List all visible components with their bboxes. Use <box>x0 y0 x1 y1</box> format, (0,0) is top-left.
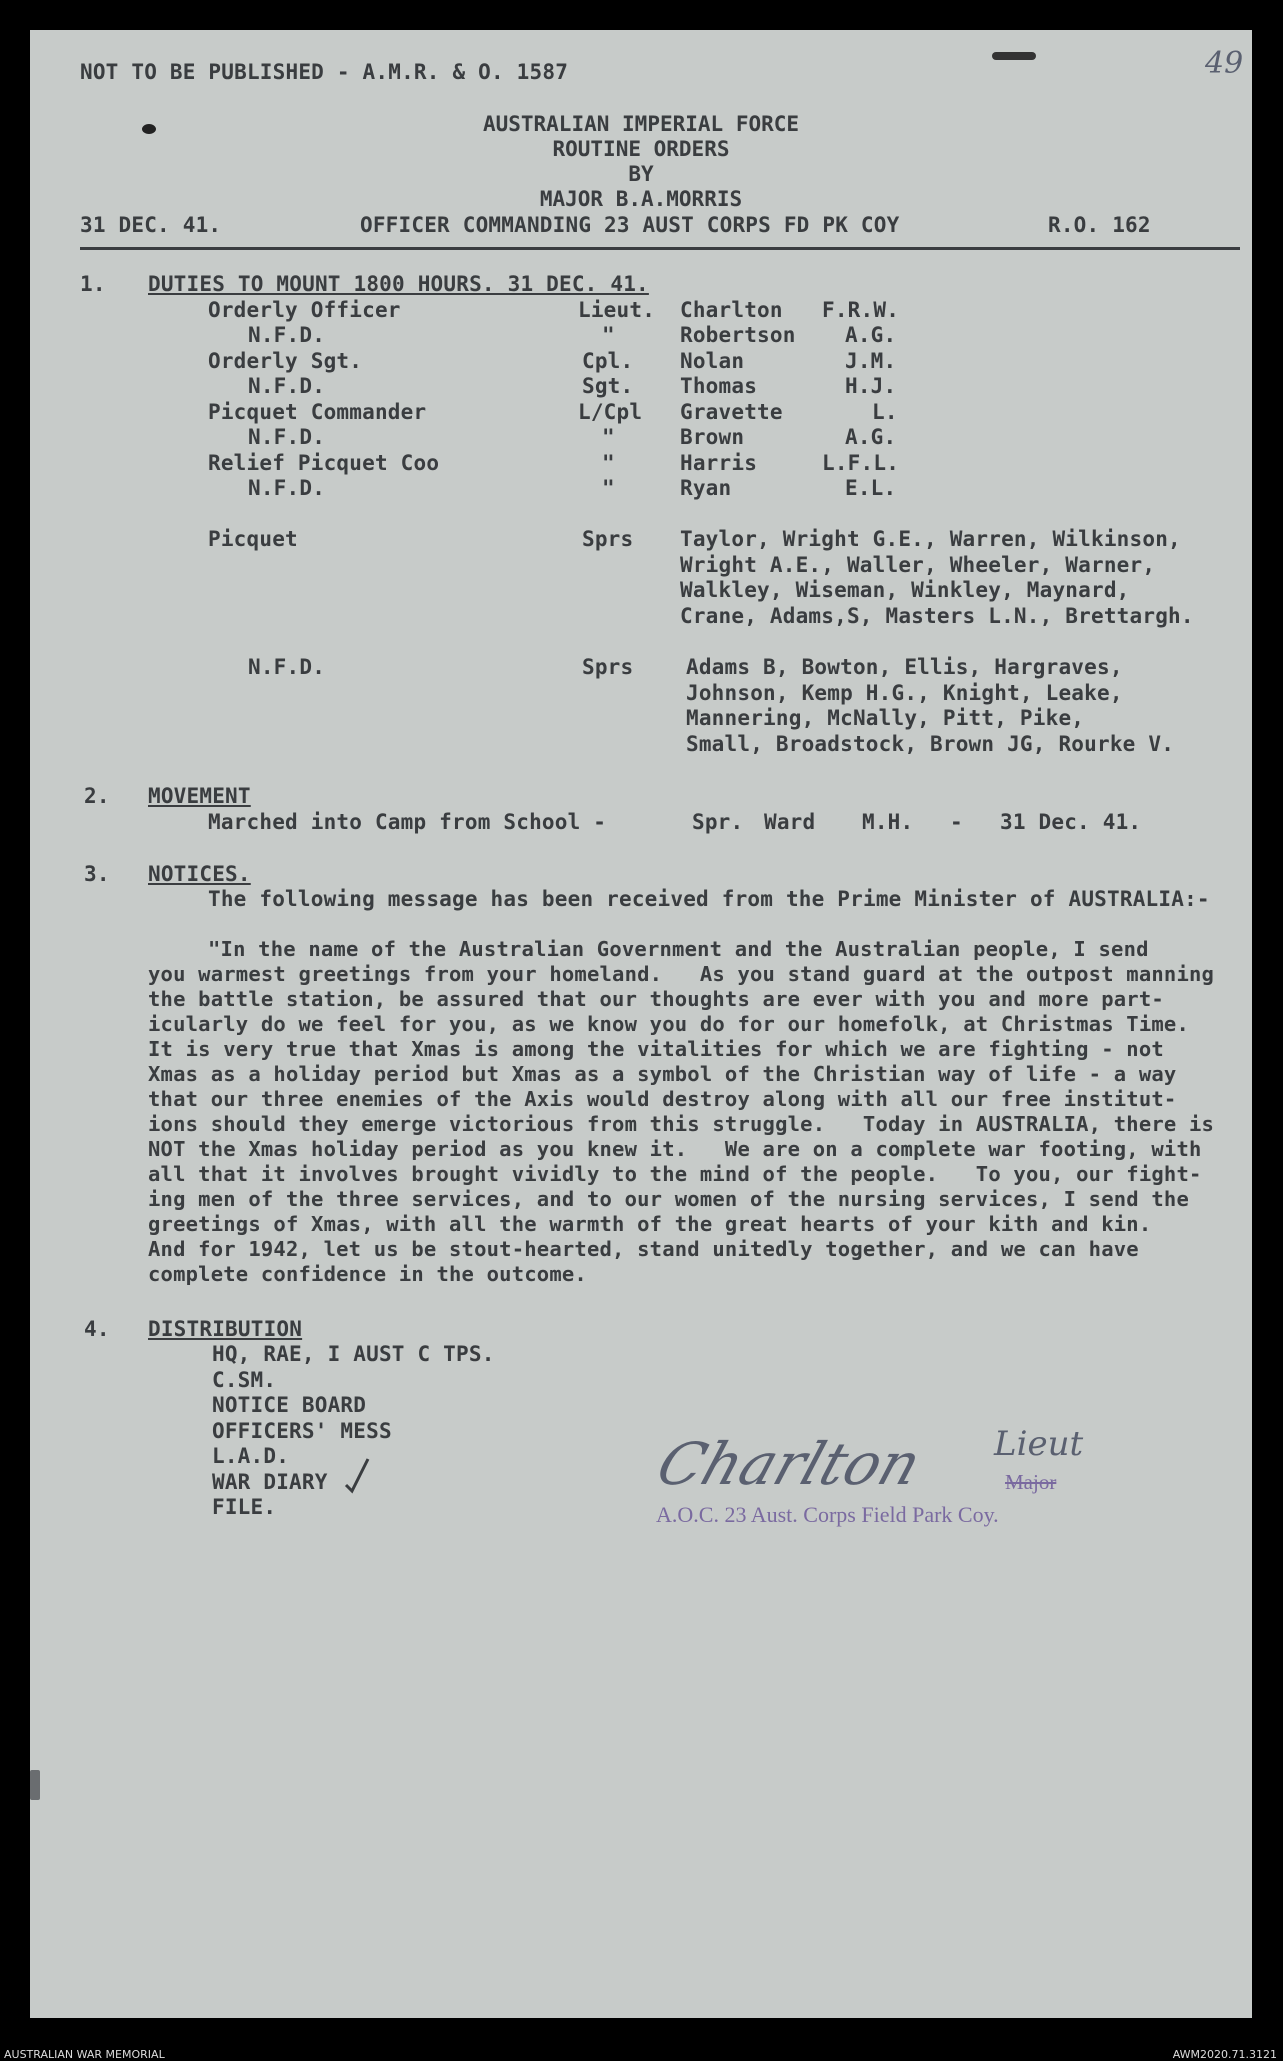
message-line: And for 1942, let us be stout-hearted, stand unitedly together, and we can have <box>148 1237 1139 1261</box>
nfd-rank: Sprs <box>582 655 634 679</box>
duty-name: Thomas <box>680 374 758 398</box>
duty-name: Nolan <box>680 349 745 373</box>
picquet-rank: Sprs <box>582 527 634 551</box>
header-rule <box>80 247 1240 250</box>
duty-name: Brown <box>680 425 745 449</box>
duty-name: Harris <box>680 451 758 475</box>
signature-name: Charlton <box>648 1430 930 1498</box>
distribution-item: C.SM. <box>212 1368 277 1392</box>
section-2-heading: MOVEMENT <box>148 784 251 808</box>
distribution-item: OFFICERS' MESS <box>212 1419 392 1443</box>
document-page <box>30 30 1252 2018</box>
distribution-item: L.A.D. <box>212 1444 290 1468</box>
message-line: ions should they emerge victorious from this struggle. Today in AUSTRALIA, there is <box>148 1112 1215 1136</box>
section-2-number: 2. <box>84 784 110 808</box>
unit-stamp: A.O.C. 23 Aust. Corps Field Park Coy. <box>656 1502 999 1527</box>
nfd-names-line: Johnson, Kemp H.G., Knight, Leake, <box>686 681 1123 705</box>
paper-clip-mark <box>992 52 1036 60</box>
title-by: BY <box>628 162 654 186</box>
duty-role: N.F.D. <box>248 476 326 500</box>
duty-rank: " <box>602 476 615 500</box>
restriction-notice: NOT TO BE PUBLISHED - A.M.R. & O. 1587 <box>80 60 569 84</box>
message-line: greetings of Xmas, with all the warmth of the great hearts of your kith and kin. <box>148 1212 1152 1236</box>
page-number: 49 <box>1205 46 1244 81</box>
duty-name: Gravette <box>680 400 783 424</box>
duty-rank: Lieut. <box>578 298 656 322</box>
message-line: you warmest greetings from your homeland. As you stand guard at the outpost manning <box>148 962 1215 986</box>
message-line: ing men of the three services, and to our women of the nursing services, I send the <box>148 1187 1189 1211</box>
duty-initials: H.J. <box>845 374 897 398</box>
message-line: NOT the Xmas holiday period as you knew it. We are on a complete war footing, with <box>148 1137 1202 1161</box>
duty-initials: A.G. <box>845 323 897 347</box>
notice-intro: The following message has been received from the Prime Minister of AUSTRALIA:- <box>208 887 1210 911</box>
distribution-item: HQ, RAE, I AUST C TPS. <box>212 1342 495 1366</box>
movement-dash: - <box>950 810 963 834</box>
message-line: icularly do we feel for you, as we know you do for our homefolk, at Christmas Time. <box>148 1012 1189 1036</box>
duty-rank: L/Cpl <box>578 400 643 424</box>
message-line: all that it involves brought vividly to the mind of the people. To you, our fight- <box>148 1162 1202 1186</box>
title-orders: ROUTINE ORDERS <box>552 137 730 161</box>
movement-date: 31 Dec. 41. <box>1000 810 1142 834</box>
duty-role: Picquet Commander <box>208 400 427 424</box>
section-4-number: 4. <box>84 1317 110 1341</box>
duty-name: Charlton <box>680 298 783 322</box>
duty-rank: " <box>602 451 615 475</box>
duty-rank: " <box>602 425 615 449</box>
nfd-label: N.F.D. <box>248 655 326 679</box>
duty-name: Robertson <box>680 323 796 347</box>
duty-initials: A.G. <box>845 425 897 449</box>
struck-rank: Major <box>1005 1470 1057 1494</box>
message-line: "In the name of the Australian Government and the Australian people, I send <box>208 937 1149 961</box>
duty-initials: F.R.W. <box>822 298 900 322</box>
edge-mark <box>30 1770 40 1800</box>
movement-name: Ward <box>764 810 816 834</box>
section-4-heading: DISTRIBUTION <box>148 1317 303 1341</box>
nfd-names-line: Small, Broadstock, Brown JG, Rourke V. <box>686 732 1175 756</box>
order-date: 31 DEC. 41. <box>80 213 222 237</box>
picquet-label: Picquet <box>208 527 298 551</box>
duty-name: Ryan <box>680 476 732 500</box>
section-3-heading: NOTICES. <box>148 862 251 886</box>
movement-rank: Spr. <box>692 810 744 834</box>
duty-role: N.F.D. <box>248 323 326 347</box>
message-line: that our three enemies of the Axis would destroy along with all our free institut- <box>148 1087 1177 1111</box>
duty-initials: L. <box>872 400 898 424</box>
footer-left: AUSTRALIAN WAR MEMORIAL <box>4 2048 165 2061</box>
picquet-names-line: Taylor, Wright G.E., Warren, Wilkinson, <box>680 527 1181 551</box>
duty-role: N.F.D. <box>248 425 326 449</box>
title-force: AUSTRALIAN IMPERIAL FORCE <box>482 112 800 136</box>
signature-rank: Lieut <box>994 1424 1084 1464</box>
tick-mark-icon <box>342 1455 372 1495</box>
distribution-item: WAR DIARY <box>212 1470 328 1494</box>
distribution-item: FILE. <box>212 1495 277 1519</box>
distribution-item: NOTICE BOARD <box>212 1393 367 1417</box>
duty-initials: J.M. <box>845 349 897 373</box>
duty-rank: Sgt. <box>582 374 634 398</box>
message-line: the battle station, be assured that our thoughts are ever with you and more part- <box>148 987 1164 1011</box>
picquet-names-line: Walkley, Wiseman, Winkley, Maynard, <box>680 578 1130 602</box>
duty-rank: " <box>602 323 615 347</box>
order-number: R.O. 162 <box>1048 213 1151 237</box>
section-1-heading: DUTIES TO MOUNT 1800 HOURS. 31 DEC. 41. <box>148 272 649 296</box>
message-line: Xmas as a holiday period but Xmas as a symbol of the Christian way of life - a way <box>148 1062 1177 1086</box>
footer-right: AWM2020.71.3121 <box>1172 2048 1277 2061</box>
duty-rank: Cpl. <box>582 349 634 373</box>
movement-initials: M.H. <box>862 810 914 834</box>
duty-role: Orderly Sgt. <box>208 349 363 373</box>
picquet-names-line: Crane, Adams,S, Masters L.N., Brettargh. <box>680 604 1194 628</box>
picquet-names-line: Wright A.E., Waller, Wheeler, Warner, <box>680 553 1156 577</box>
duty-role: Orderly Officer <box>208 298 401 322</box>
nfd-names-line: Mannering, McNally, Pitt, Pike, <box>686 706 1085 730</box>
officer-line: OFFICER COMMANDING 23 AUST CORPS FD PK COY <box>360 213 900 237</box>
title-major: MAJOR B.A.MORRIS <box>539 187 743 211</box>
duty-role: Relief Picquet Coo <box>208 451 440 475</box>
movement-text: Marched into Camp from School - <box>208 810 607 834</box>
duty-role: N.F.D. <box>248 374 326 398</box>
section-1-number: 1. <box>80 272 106 296</box>
message-line: complete confidence in the outcome. <box>148 1262 587 1286</box>
section-3-number: 3. <box>84 862 110 886</box>
duty-initials: L.F.L. <box>822 451 900 475</box>
nfd-names-line: Adams B, Bowton, Ellis, Hargraves, <box>686 655 1123 679</box>
message-line: It is very true that Xmas is among the vitalities for which we are fighting - not <box>148 1037 1164 1061</box>
duty-initials: E.L. <box>845 476 897 500</box>
